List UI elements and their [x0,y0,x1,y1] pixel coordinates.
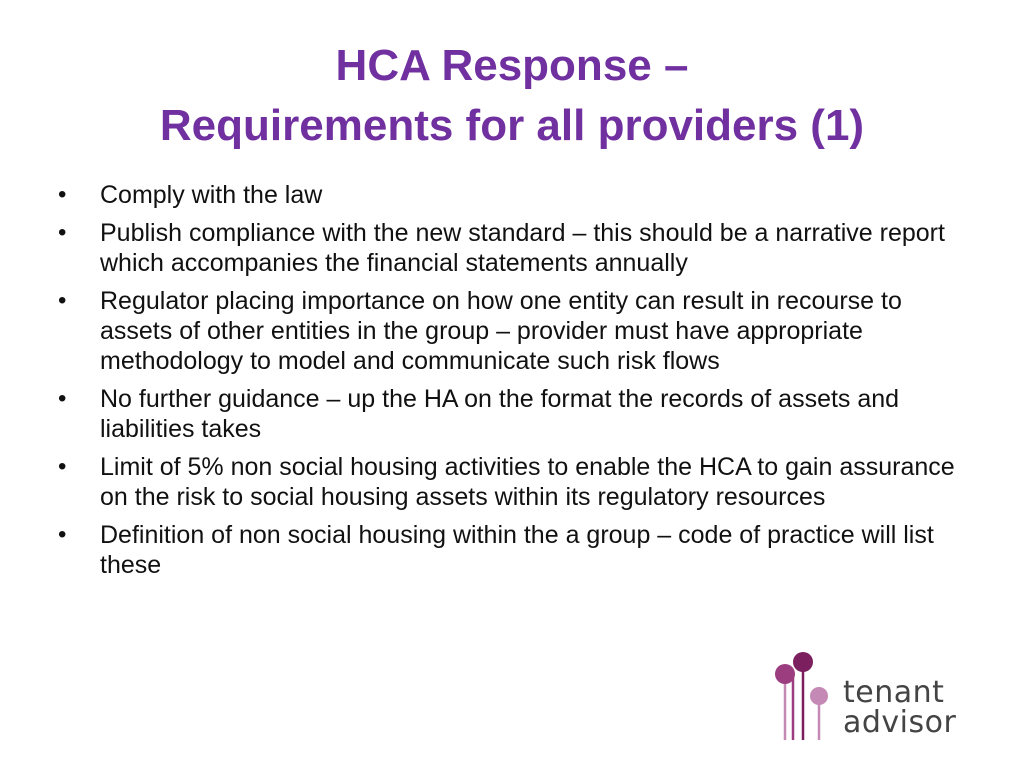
bullet-icon: • [58,453,67,480]
title-line-1: HCA Response – [335,41,689,90]
bullet-text: Regulator placing importance on how one entity can result in recourse to assets of other entities in the group – provider must have appropriate methodology to model and communicate such risk flows [100,287,902,375]
bullet-item [56,384,956,444]
bullet-icon: • [58,521,67,548]
bullet-text: Publish compliance with the new standard – this should be a narrative report which accompanies the financial statements annually [100,219,945,277]
bullet-text: Limit of 5% non social housing activities to enable the HCA to gain assurance on the risk to social housing assets within its regulatory resources [100,453,955,511]
logo-stems-icon [765,648,845,748]
bullet-item [56,520,956,580]
slide-title [0,36,1024,156]
bullet-list [56,180,956,588]
logo-wordmark [843,675,957,740]
bullet-item [56,180,956,210]
bullet-text: Comply with the law [100,181,323,209]
bullet-item [56,218,956,278]
title-line-2: Requirements for all providers (1) [159,101,865,150]
logo-line-1: tenant [843,675,945,710]
logo-line-2: advisor [843,705,957,740]
bullet-item [56,286,956,376]
bullet-icon: • [58,219,67,246]
bullet-icon: • [58,181,67,208]
bullet-icon: • [58,287,67,314]
bullet-item [56,452,956,512]
bullet-icon: • [58,385,67,412]
bullet-text: No further guidance – up the HA on the format the records of assets and liabilities takes [100,385,900,443]
tenant-advisor-logo [765,648,985,748]
bullet-text: Definition of non social housing within the a group – code of practice will list these [100,521,934,579]
